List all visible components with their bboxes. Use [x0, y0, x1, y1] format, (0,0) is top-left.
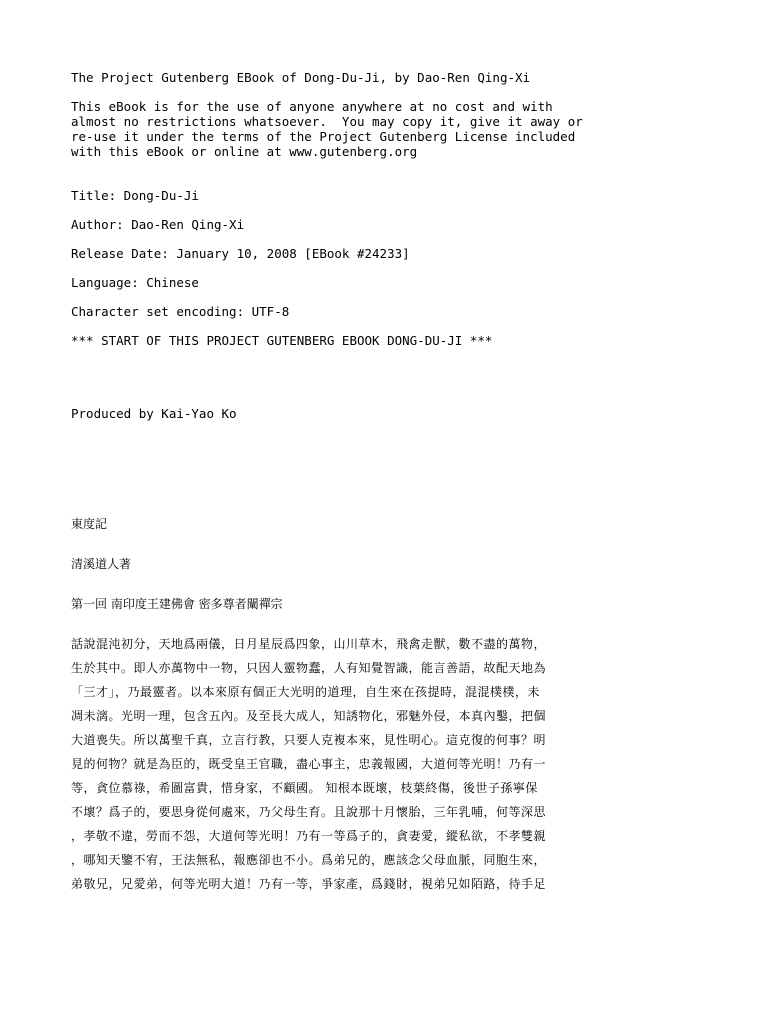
license-line: This eBook is for the use of anyone anywhere at no cost and with [71, 99, 553, 114]
start-marker: *** START OF THIS PROJECT GUTENBERG EBOOK DONG-DU-JI *** [71, 333, 493, 348]
body-line: 不壞？爲子的，要思身從何處來，乃父母生育。且說那十月懷胎，三年乳哺，何等深思 [71, 805, 547, 819]
ebook-title-line: The Project Gutenberg EBook of Dong-Du-Ji, by Dao-Ren Qing-Xi [71, 70, 531, 85]
meta-release-date: Release Date: January 10, 2008 [EBook #24233] [71, 246, 410, 261]
body-line: 「三才」，乃最靈者。以本來原有個正大光明的道理，自生來在孩提時，混混樸樸，未 [71, 685, 541, 699]
license-line: re-use it under the terms of the Project Gutenberg License included [71, 129, 576, 144]
body-line: ，哪知天鑒不宥，王法無私，報應卻也不小。爲弟兄的，應該念父母血脈，同胞生來， [71, 853, 547, 867]
body-line: 見的何物？就是為臣的，既受皇王官職，盡心事主，忠義報國，大道何等光明！乃有一 [71, 757, 547, 771]
meta-author: Author: Dao-Ren Qing-Xi [71, 217, 245, 232]
body-line: ，孝敬不違，勞而不怨，大道何等光明！乃有一等爲子的，貪妻愛，縱私欲，不孝雙親 [71, 829, 547, 843]
body-line: 大道喪失。所以萬聖千真，立言行教，只要人克複本來，見性明心。這克復的何事？明 [71, 733, 547, 747]
license-line: almost no restrictions whatsoever. You may copy it, give it away or [71, 114, 583, 129]
chapter-heading: 第一回 南印度王建佛會 密多尊者闡禪宗 [71, 597, 283, 611]
body-line: 等，貪位慕祿，希圖富貴，惜身家，不顧國。 知根本既壞，枝葉終傷，後世子孫寧保 [71, 781, 538, 795]
producer-credit: Produced by Kai-Yao Ko [71, 406, 237, 421]
body-line: 生於其中。即人亦萬物中一物，只因人靈物蠢，人有知覺智識，能言善語，故配天地為 [71, 661, 547, 675]
meta-language: Language: Chinese [71, 275, 199, 290]
book-title: 東度記 [71, 517, 108, 531]
body-line: 凋未漓。光明一理，包含五內。及至長大成人，知誘物化，邪魅外侵，本真內鑿，把個 [71, 709, 547, 723]
license-line: with this eBook or online at www.gutenberg.org [71, 144, 418, 159]
meta-encoding: Character set encoding: UTF-8 [71, 304, 290, 319]
body-line: 弟敬兄，兄愛弟，何等光明大道！乃有一等，爭家產，爲錢財，視弟兄如陌路，待手足 [71, 877, 547, 891]
meta-title: Title: Dong-Du-Ji [71, 188, 199, 203]
body-line: 話說混沌初分，天地爲兩儀，日月星辰爲四象，山川草木，飛禽走獸，數不盡的萬物， [71, 637, 547, 651]
book-author: 清溪道人著 [71, 557, 132, 571]
